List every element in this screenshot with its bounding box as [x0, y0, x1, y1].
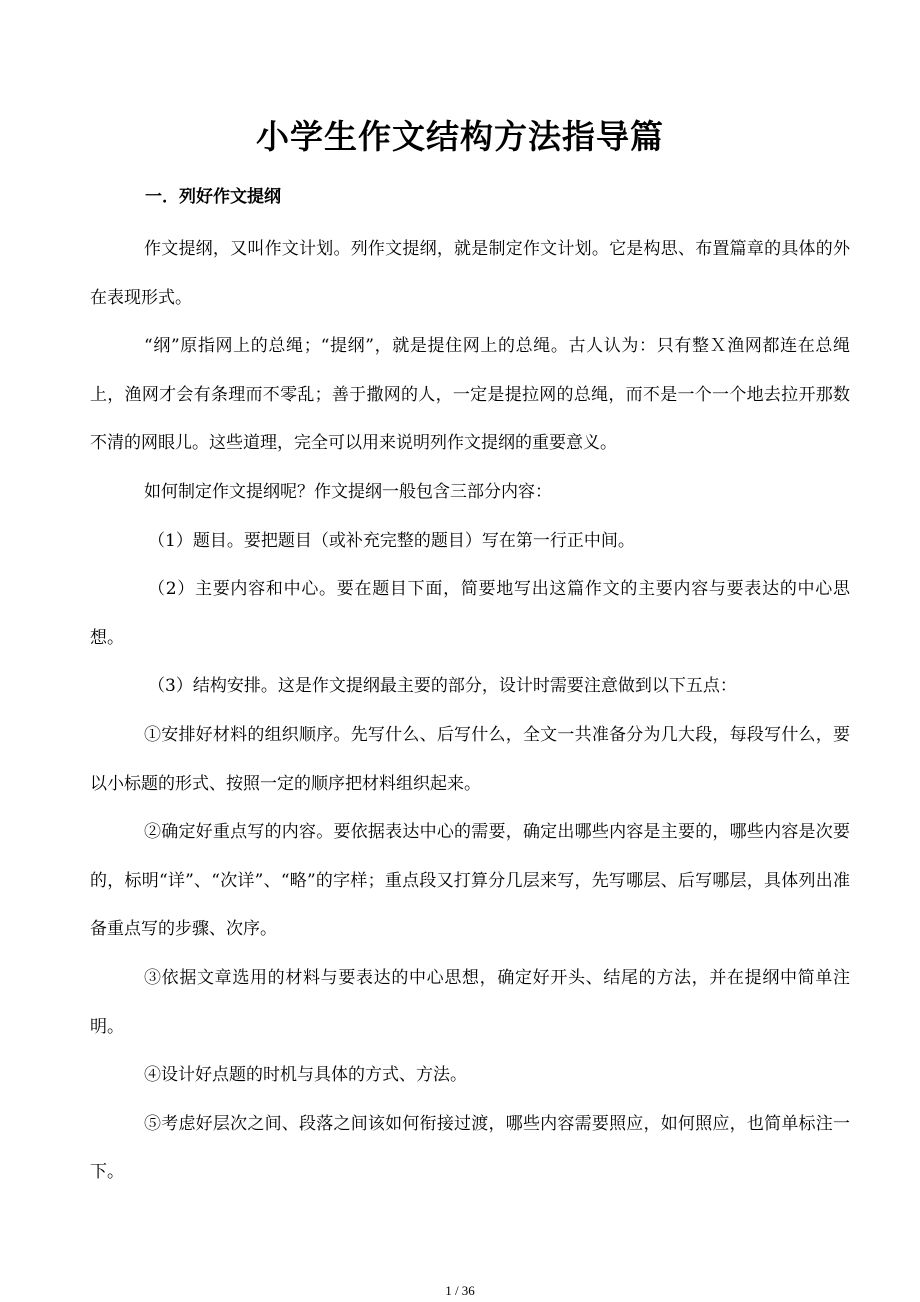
- paragraph-item-1: （1）题目。要把题目（或补充完整的题目）写在第一行正中间。: [148, 530, 635, 551]
- paragraph-point-1: ①安排好材料的组织顺序。先写什么、后写什么，全文一共准备分为几大段，每段写什么，要以小标题的形式、按照一定的顺序把材料组织起来。: [90, 724, 850, 794]
- paragraph-point-5: ⑤考虑好层次之间、段落之间该如何衔接过渡，哪些内容需要照应，如何照应，也简单标注一下。: [90, 1113, 850, 1183]
- paragraph-point-4: ④设计好点题的时机与具体的方式、方法。: [144, 1065, 467, 1086]
- paragraph-outline-definition: 作文提纲，又叫作文计划。列作文提纲，就是制定作文计划。它是构思、布置篇章的具体的外在表现形式。: [90, 239, 850, 308]
- paragraph-item-2: （2）主要内容和中心。要在题目下面，简要地写出这篇作文的主要内容与要表达的中心思想。: [90, 579, 850, 648]
- paragraph-how-to: 如何制定作文提纲呢？作文提纲一般包含三部分内容：: [144, 481, 552, 502]
- document-title: 小学生作文结构方法指导篇: [256, 117, 664, 156]
- paragraph-point-3: ③依据文章选用的材料与要表达的中心思想，确定好开头、结尾的方法，并在提纲中简单注明。: [90, 967, 850, 1037]
- section-heading: 一．列好作文提纲: [145, 187, 281, 207]
- paragraph-item-3: （3）结构安排。这是作文提纲最主要的部分，设计时需要注意做到以下五点：: [148, 676, 737, 697]
- page-number: 1 / 36: [445, 1283, 475, 1298]
- paragraph-net-analogy: “纲”原指网上的总绳；“提纲”，就是提住网上的总绳。古人认为：只有整Ｘ渔网都连在总绳上，渔网才会有条理而不零乱；善于撒网的人，一定是提拉网的总绳，而不是一个一个地去拉开那数不清的网眼儿。这些道理，完全可以用来说明列作文提纲的重要意义。: [90, 336, 850, 454]
- document-body: [90, 225, 850, 1197]
- paragraph-point-2: ②确定好重点写的内容。要依据表达中心的需要，确定出哪些内容是主要的，哪些内容是次要的，标明“详”、“次详”、“略”的字样；重点段又打算分几层来写，先写哪层、后写哪层，具体列出准备重点写的步骤、次序。: [90, 822, 850, 940]
